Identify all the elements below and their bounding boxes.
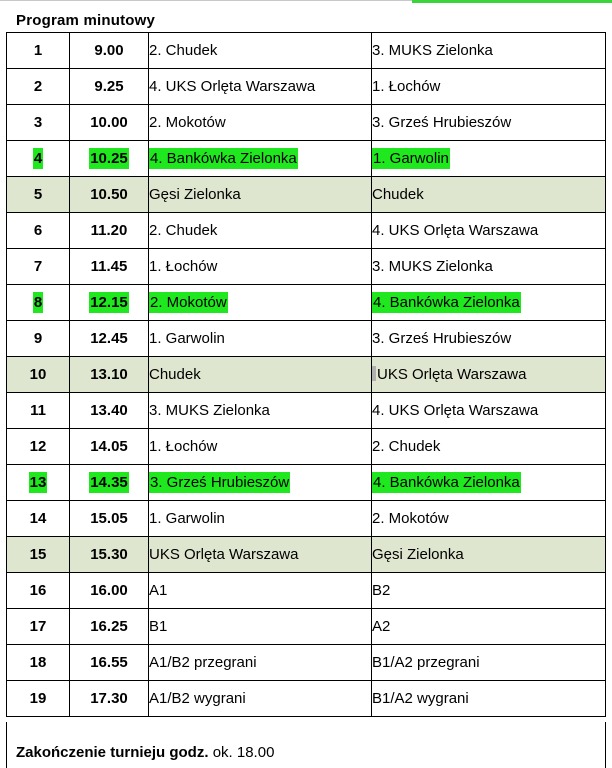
team-b: 1. Łochów [372, 78, 441, 95]
team-a: 4. UKS Orlęta Warszawa [149, 78, 316, 95]
team-b-cell [372, 141, 606, 177]
team-b-cell [372, 501, 606, 537]
match-number-cell [7, 141, 70, 177]
team-b-cell [372, 357, 606, 393]
match-number: 7 [33, 258, 43, 275]
match-time: 12.45 [90, 330, 128, 347]
match-number: 6 [33, 222, 43, 239]
table-row [7, 213, 606, 249]
match-number-cell [7, 33, 70, 69]
match-number-cell [7, 393, 70, 429]
match-number: 16 [29, 582, 47, 599]
team-b: 3. Grześ Hrubieszów [372, 114, 512, 131]
match-number: 4 [33, 150, 43, 167]
table-row [7, 33, 606, 69]
table-row [7, 501, 606, 537]
match-time-cell [70, 573, 149, 609]
match-time-cell [70, 537, 149, 573]
match-time-cell [70, 357, 149, 393]
table-row [7, 285, 606, 321]
match-number: 3 [33, 114, 43, 131]
match-time-cell [70, 681, 149, 717]
team-a-cell [149, 321, 372, 357]
schedule-table [6, 32, 606, 717]
team-b-cell [372, 645, 606, 681]
team-b-cell [372, 213, 606, 249]
team-b: 4. UKS Orlęta Warszawa [372, 222, 539, 239]
match-number-cell [7, 537, 70, 573]
text-cursor-mark [372, 366, 376, 381]
team-b-cell [372, 573, 606, 609]
team-a: A1/B2 wygrani [149, 690, 246, 707]
match-time: 16.55 [90, 654, 128, 671]
team-a-cell [149, 141, 372, 177]
schedule-body [7, 33, 606, 717]
team-a-cell [149, 213, 372, 249]
match-time: 12.15 [90, 294, 128, 311]
team-a: 1. Garwolin [149, 510, 225, 527]
table-row [7, 105, 606, 141]
team-b: Chudek [372, 186, 424, 203]
table-row [7, 465, 606, 501]
match-time: 10.00 [90, 114, 128, 131]
team-a-cell [149, 465, 372, 501]
team-a-cell [149, 501, 372, 537]
match-time: 10.50 [90, 186, 128, 203]
match-time: 9.00 [94, 42, 124, 59]
match-time: 17.30 [90, 690, 128, 707]
team-a-cell [149, 285, 372, 321]
match-time: 16.25 [90, 618, 128, 635]
team-b-cell [372, 33, 606, 69]
match-time-cell [70, 501, 149, 537]
team-b: 3. Grześ Hrubieszów [372, 330, 512, 347]
match-time-cell [70, 321, 149, 357]
team-a: 2. Chudek [149, 222, 218, 239]
match-number-cell [7, 501, 70, 537]
team-b-cell [372, 681, 606, 717]
selection-accent-strip [412, 0, 612, 3]
team-a: 3. MUKS Zielonka [149, 402, 270, 419]
team-b-cell [372, 285, 606, 321]
match-time-cell [70, 69, 149, 105]
match-number: 11 [30, 402, 46, 419]
team-a-cell [149, 645, 372, 681]
team-b: B1/A2 wygrani [372, 690, 469, 707]
team-a: A1 [149, 582, 168, 599]
team-b: 3. MUKS Zielonka [372, 42, 493, 59]
team-b: UKS Orlęta Warszawa [377, 366, 527, 383]
table-row [7, 357, 606, 393]
match-time: 10.25 [90, 150, 128, 167]
end-note-time: ok. 18.00 [208, 744, 275, 761]
table-row [7, 393, 606, 429]
team-a: 1. Łochów [149, 258, 218, 275]
team-b-cell [372, 249, 606, 285]
match-time-cell [70, 645, 149, 681]
table-row [7, 177, 606, 213]
match-number: 14 [29, 510, 47, 527]
match-time: 16.00 [90, 582, 128, 599]
match-number: 10 [29, 366, 47, 383]
match-number-cell [7, 645, 70, 681]
match-time: 15.30 [90, 546, 128, 563]
page-title: Program minutowy [16, 12, 156, 29]
team-a-cell [149, 33, 372, 69]
match-number: 1 [33, 42, 43, 59]
team-a: Chudek [149, 366, 201, 383]
table-row [7, 249, 606, 285]
match-number: 2 [33, 78, 43, 95]
match-number-cell [7, 213, 70, 249]
match-time-cell [70, 609, 149, 645]
team-a: UKS Orlęta Warszawa [149, 546, 299, 563]
table-row [7, 609, 606, 645]
match-number-cell [7, 429, 70, 465]
team-a-cell [149, 393, 372, 429]
match-number: 9 [33, 330, 43, 347]
match-time-cell [70, 141, 149, 177]
team-a: 2. Chudek [149, 42, 218, 59]
team-b-cell [372, 537, 606, 573]
match-number-cell [7, 249, 70, 285]
team-a-cell [149, 573, 372, 609]
end-note-label: Zakończenie turnieju godz. [16, 744, 209, 761]
team-a: 1. Garwolin [149, 330, 225, 347]
match-number: 18 [29, 654, 47, 671]
team-b: 1. Garwolin [373, 150, 449, 167]
match-time-cell [70, 429, 149, 465]
team-a-cell [149, 249, 372, 285]
match-number-cell [7, 573, 70, 609]
table-row [7, 321, 606, 357]
team-b-cell [372, 429, 606, 465]
match-time-cell [70, 465, 149, 501]
team-a-cell [149, 177, 372, 213]
match-time-cell [70, 105, 149, 141]
table-row [7, 537, 606, 573]
match-number-cell [7, 609, 70, 645]
team-a: B1 [149, 618, 168, 635]
team-b-cell [372, 69, 606, 105]
match-time: 13.40 [90, 402, 128, 419]
match-number-cell [7, 681, 70, 717]
table-row [7, 141, 606, 177]
team-b-cell [372, 609, 606, 645]
team-a-cell [149, 429, 372, 465]
team-b-cell [372, 177, 606, 213]
match-number-cell [7, 285, 70, 321]
team-a-cell [149, 609, 372, 645]
team-b: B1/A2 przegrani [372, 654, 480, 671]
table-row [7, 573, 606, 609]
match-number: 15 [29, 546, 47, 563]
match-time-cell [70, 33, 149, 69]
match-number: 12 [29, 438, 47, 455]
team-b-cell [372, 321, 606, 357]
tournament-end-note [16, 744, 274, 761]
match-number: 13 [29, 474, 47, 491]
match-number-cell [7, 465, 70, 501]
match-time-cell [70, 177, 149, 213]
team-a: 2. Mokotów [149, 114, 226, 131]
table-row [7, 429, 606, 465]
team-b: 3. MUKS Zielonka [372, 258, 493, 275]
team-b: 2. Chudek [372, 438, 441, 455]
team-b: 2. Mokotów [372, 510, 449, 527]
team-a: A1/B2 przegrani [149, 654, 257, 671]
match-number-cell [7, 177, 70, 213]
team-b: A2 [372, 618, 391, 635]
team-a-cell [149, 69, 372, 105]
match-time: 11.45 [90, 258, 128, 275]
team-a: Gęsi Zielonka [149, 186, 241, 203]
team-b: 4. Bankówka Zielonka [373, 474, 520, 491]
team-b: 4. UKS Orlęta Warszawa [372, 402, 539, 419]
match-number-cell [7, 69, 70, 105]
table-row [7, 681, 606, 717]
match-number: 17 [29, 618, 47, 635]
team-b: B2 [372, 582, 391, 599]
match-time-cell [70, 285, 149, 321]
match-number-cell [7, 105, 70, 141]
match-time: 13.10 [90, 366, 128, 383]
match-time: 14.35 [90, 474, 128, 491]
team-a-cell [149, 537, 372, 573]
match-time-cell [70, 213, 149, 249]
match-time: 15.05 [90, 510, 128, 527]
match-time: 11.20 [90, 222, 128, 239]
match-number: 19 [29, 690, 47, 707]
table-row [7, 69, 606, 105]
team-a-cell [149, 357, 372, 393]
match-time-cell [70, 249, 149, 285]
team-b-cell [372, 465, 606, 501]
match-time: 14.05 [90, 438, 128, 455]
match-number-cell [7, 321, 70, 357]
match-time: 9.25 [94, 78, 124, 95]
team-b-cell [372, 393, 606, 429]
team-a: 1. Łochów [149, 438, 218, 455]
team-a-cell [149, 681, 372, 717]
team-b: 4. Bankówka Zielonka [373, 294, 520, 311]
match-number-cell [7, 357, 70, 393]
team-a: 2. Mokotów [150, 294, 227, 311]
match-number: 5 [33, 186, 43, 203]
match-time-cell [70, 393, 149, 429]
team-b: Gęsi Zielonka [372, 546, 464, 563]
team-a-cell [149, 105, 372, 141]
team-b-cell [372, 105, 606, 141]
match-number: 8 [33, 294, 43, 311]
team-a: 3. Grześ Hrubieszów [150, 474, 290, 491]
table-row [7, 645, 606, 681]
team-a: 4. Bankówka Zielonka [150, 150, 297, 167]
